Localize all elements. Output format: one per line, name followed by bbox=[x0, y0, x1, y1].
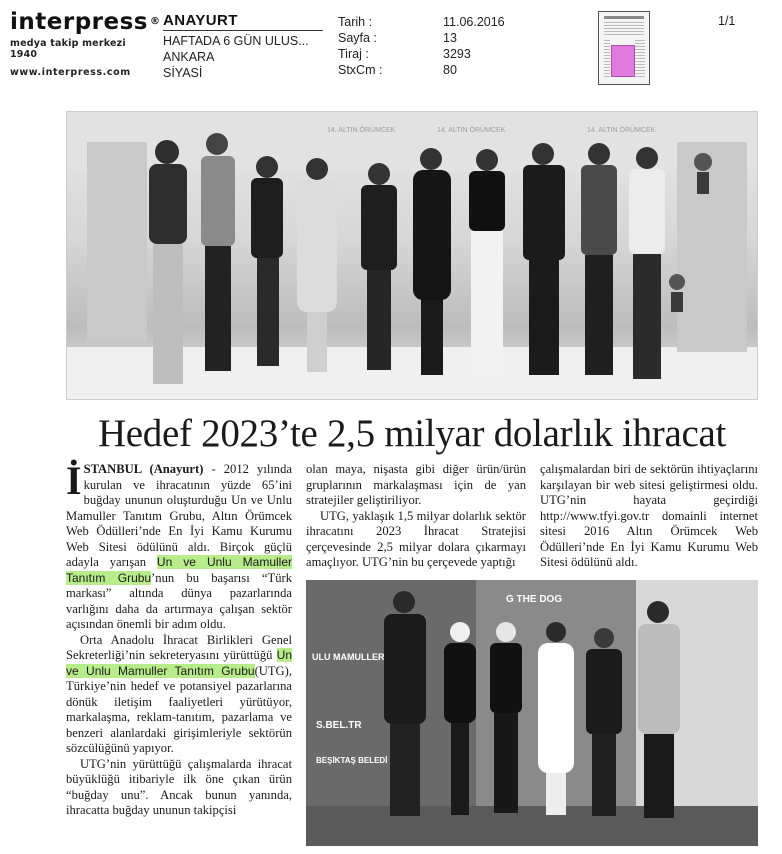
screen-text: S.BEL.TR bbox=[316, 720, 362, 731]
paragraph: olan maya, nişasta gibi diğer ürün/ürün gruplarının markalaşması için de yan stratejiler geliştiriliyor. bbox=[306, 462, 526, 507]
registered-mark: ® bbox=[149, 16, 161, 27]
screen-text: ULU MAMULLER bbox=[312, 652, 385, 662]
circulation-label: Tiraj : bbox=[338, 47, 369, 61]
publication-name: ANAYURT bbox=[163, 12, 238, 29]
group-photo bbox=[66, 111, 758, 400]
stxcm-label: StxCm : bbox=[338, 63, 383, 77]
dropcap: İ bbox=[66, 458, 82, 503]
award-photo bbox=[306, 580, 758, 846]
clipping-logo bbox=[10, 9, 161, 78]
publication-section: SİYASİ bbox=[163, 66, 203, 80]
publication-city: ANKARA bbox=[163, 50, 215, 64]
highlight: Un ve Unlu Mamuller Tanıtım Grubu bbox=[66, 648, 292, 678]
screen-text: G THE DOG bbox=[506, 594, 563, 605]
banner-text-3: 14. ALTIN ÖRÜMCEK bbox=[587, 127, 656, 134]
screen-text: BEŞİKTAŞ BELEDİ bbox=[316, 756, 388, 765]
dateline: STANBUL (Anayurt) bbox=[83, 462, 204, 476]
logo-tagline: medya takip merkezi 1940 bbox=[10, 38, 126, 60]
meta-labels bbox=[338, 14, 382, 78]
page-count: 1/1 bbox=[718, 14, 736, 28]
publication-info bbox=[163, 12, 323, 81]
logo-url[interactable]: www.interpress.com bbox=[10, 67, 131, 78]
logo-name: interpress bbox=[10, 9, 148, 35]
meta-values bbox=[443, 14, 505, 78]
stxcm-value: 80 bbox=[443, 63, 457, 77]
paragraph: çalışmalardan biri de sektörün ihtiyaçlarını karşılayan bir web sitesi geliştirmesi oldu. UTG’nin hayata geçirdiği http://www.tfyi.gov.tr domainli internet sitesi 2016 Altın Örümcek Web Ödülleri’nde En İyi Kamu Kurumu Web Sitesi ödülünü aldı. bbox=[540, 462, 758, 569]
paragraph: Orta Anadolu İhracat Birlikleri Genel Sekreterliği’nin sekreteryasını yürüttüğü Un ve Unlu Mamuller Tanıtım Grubu(UTG), Türkiye’nin hedef ve potansiyel pazarlarına dönük iletişim faaliyetleri yürütüyor, markalaşma, reklam-tanıtım, pazarlama ve benzeri alanlardaki girişimleriyle sektörün sözcülüğünü yapıyor. bbox=[66, 632, 292, 755]
article-headline: Hedef 2023’te 2,5 milyar dolarlık ihracat bbox=[97, 412, 727, 455]
article-column-3 bbox=[540, 462, 758, 571]
date-value: 11.06.2016 bbox=[443, 15, 505, 29]
banner-text: 14. ALTIN ÖRÜMCEK bbox=[327, 127, 396, 134]
page-label: Sayfa : bbox=[338, 31, 377, 45]
paragraph: UTG’nin yürüttüğü çalışmalarda ihracat büyüklüğü itibariyle ilk öne çıkan ürün “buğday unu”. Ancak bunun yanında, ihracatta buğday ununun takipçisi bbox=[66, 756, 292, 817]
page-value: 13 bbox=[443, 31, 457, 45]
highlight: Un ve Unlu Mamuller Tanıtım Grubu bbox=[66, 555, 292, 585]
banner-text-2: 14. ALTIN ÖRÜMCEK bbox=[437, 127, 506, 134]
publication-underline bbox=[163, 30, 323, 31]
publication-frequency: HAFTADA 6 GÜN ULUS... bbox=[163, 34, 309, 48]
paragraph: İSTANBUL (Anayurt) - 2012 yılında kurulan ve ihracatının yüzde 65’ini buğday ununun oluşturduğu Un ve Unlu Mamuller Tanıtım Grubu, Altın Örümcek Web Ödülleri’nde En İyi Kamu Kurumu Web Sitesi ödülünü aldı. Birçok güçlü adayla yarışan Un ve Unlu Mamuller Tanıtım Grubu’nun bu başarısı “Türk markası” altında dünya pazarlarında varlığını daha da artırmaya çalışan sektör açısından önemli bir adım oldu. bbox=[66, 458, 292, 631]
paragraph: UTG, yaklaşık 1,5 milyar dolarlık sektör ihracatını 2023 İhracat Stratejisi çerçevesinde 2,5 milyar dolara çıkarmayı amaçlıyor. UTG’nin bu çerçevede yaptığı bbox=[306, 508, 526, 569]
date-label: Tarih : bbox=[338, 15, 373, 29]
circulation-value: 3293 bbox=[443, 47, 471, 61]
page-thumbnail[interactable] bbox=[598, 11, 650, 85]
article-column-1 bbox=[66, 458, 292, 819]
article-column-2 bbox=[306, 462, 526, 571]
